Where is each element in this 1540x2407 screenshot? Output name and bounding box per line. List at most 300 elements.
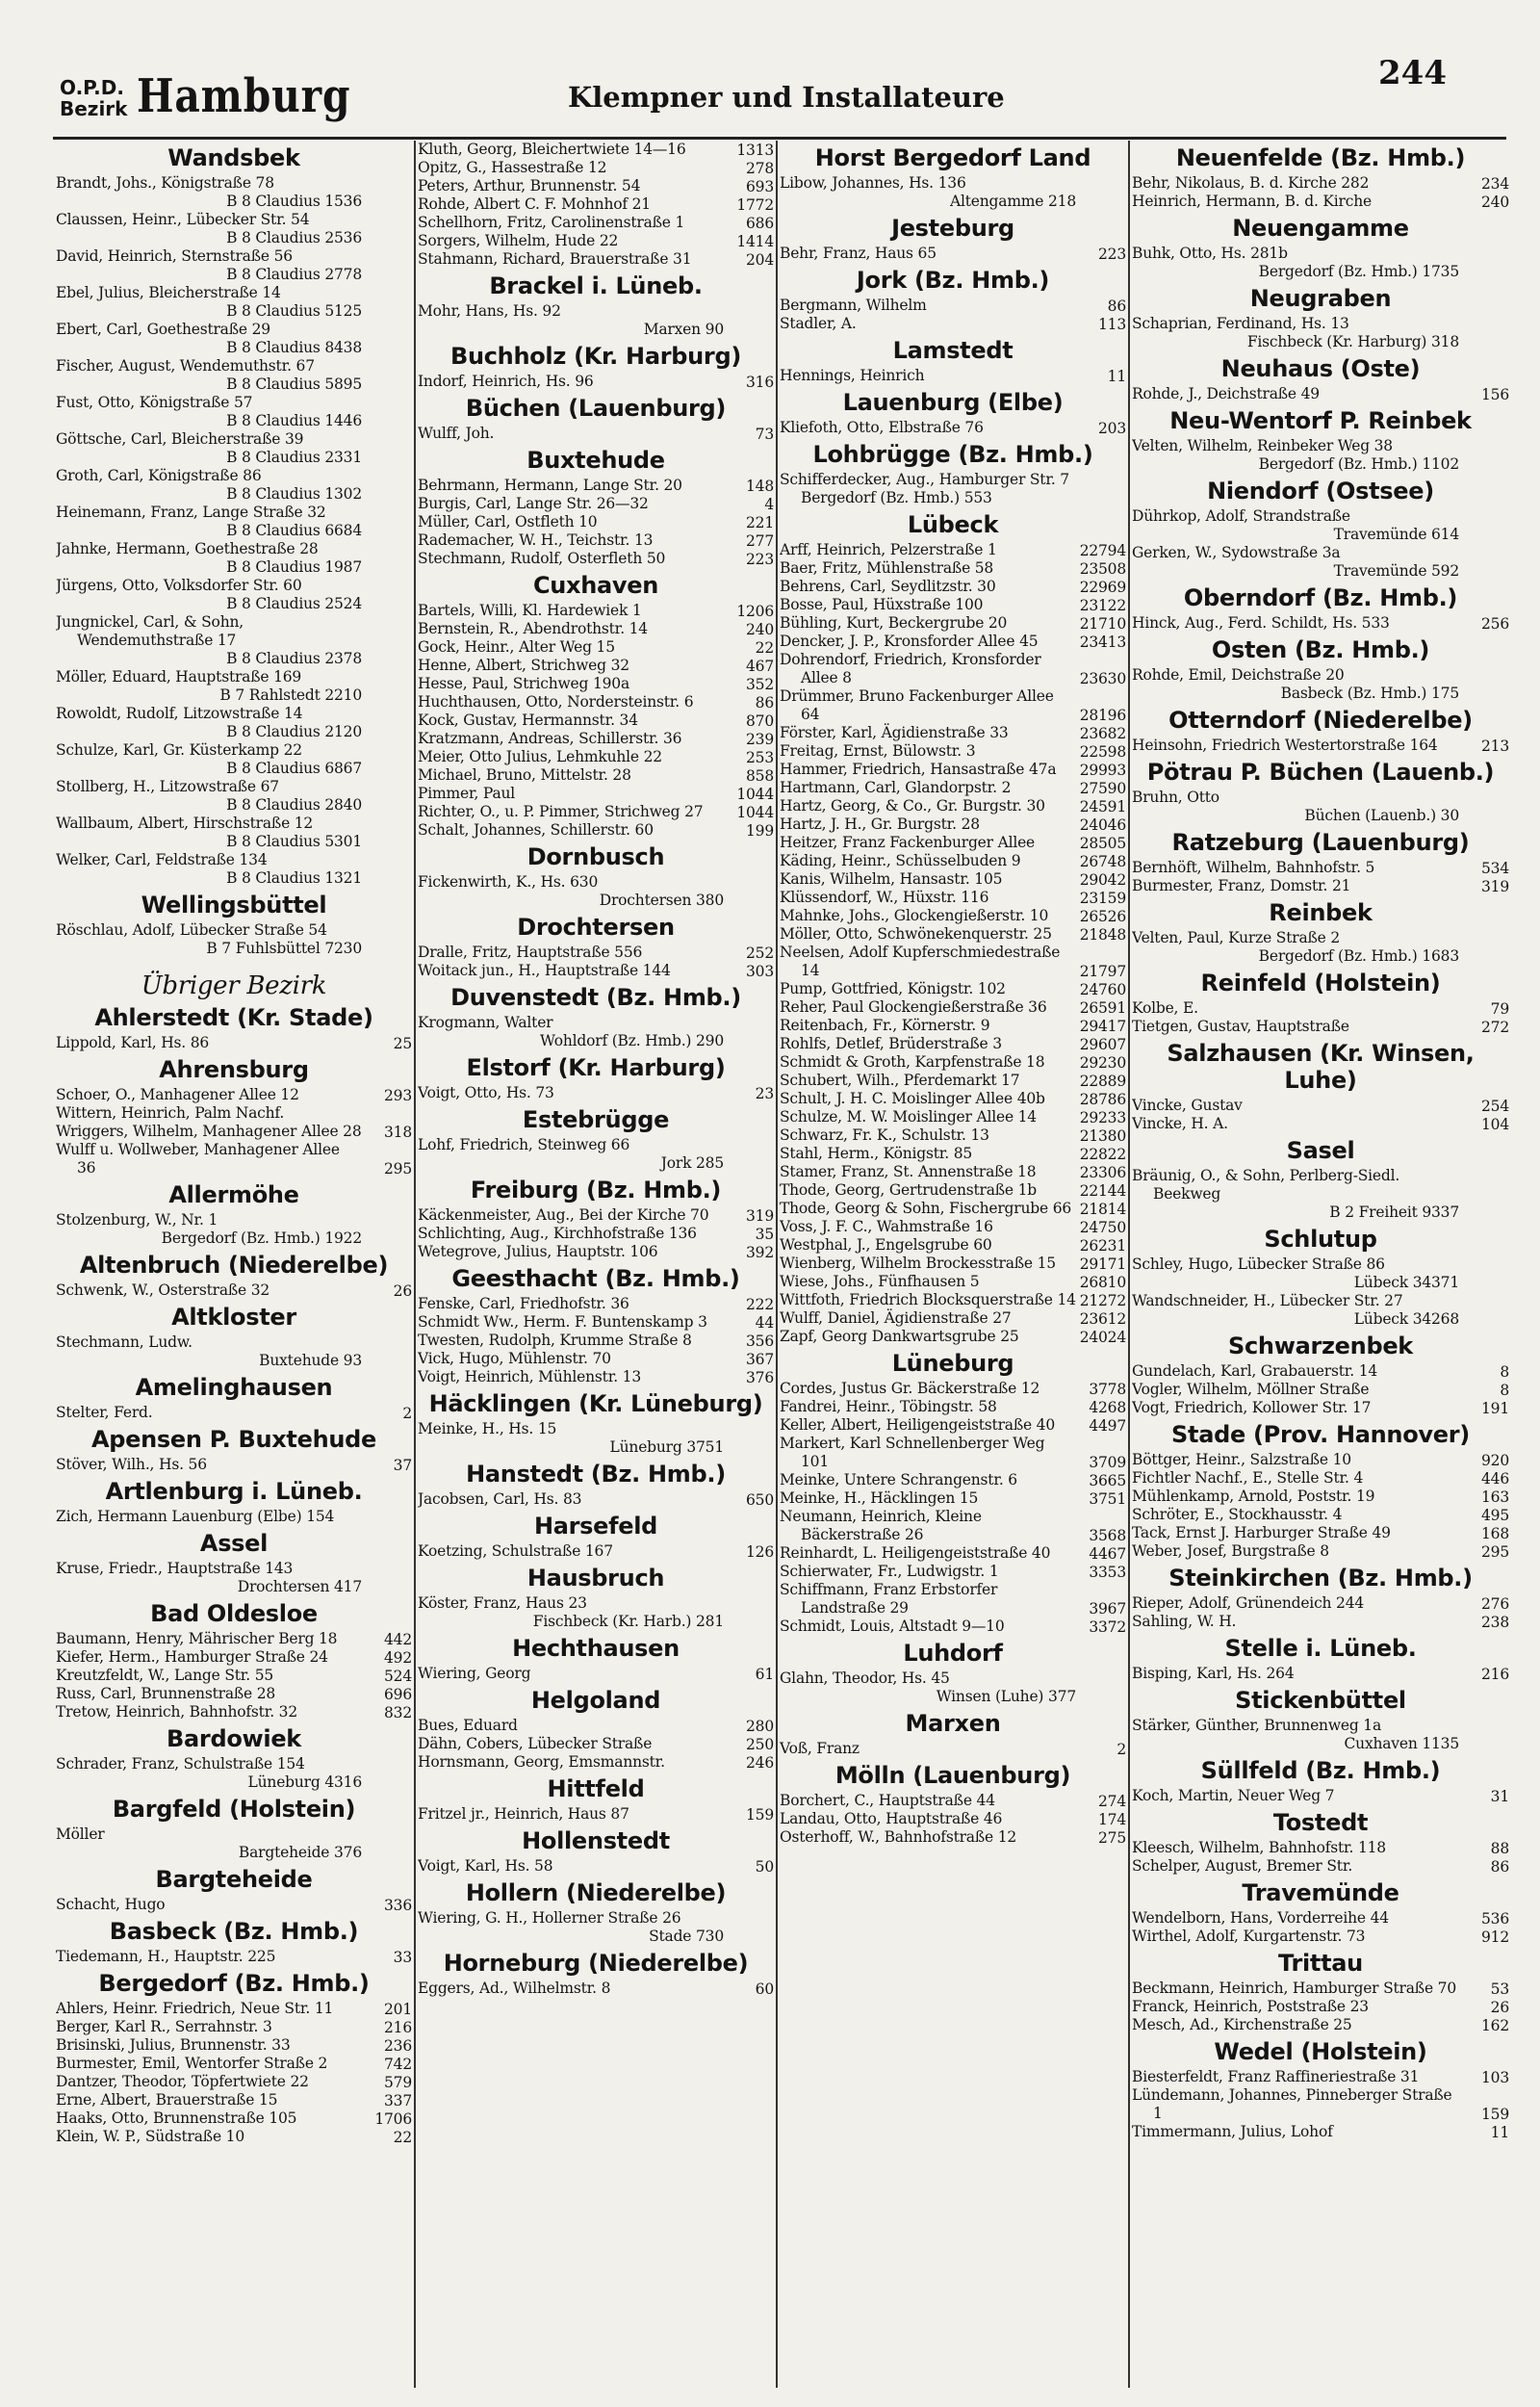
directory-entry bbox=[780, 944, 1126, 980]
entry-text: Dührkop, Adolf, Strandstraße bbox=[1132, 507, 1350, 525]
entry-number: 21848 bbox=[1079, 926, 1126, 944]
entry-phone: Cuxhaven 1135 bbox=[1344, 1735, 1459, 1752]
directory-entry bbox=[780, 724, 1126, 742]
entry-phone: Jork 285 bbox=[660, 1154, 724, 1172]
directory-entry bbox=[1132, 789, 1509, 825]
entry-text: Fichtler Nachf., E., Stelle Str. 4 bbox=[1132, 1469, 1364, 1487]
directory-entry bbox=[1132, 1292, 1509, 1329]
directory-entry bbox=[56, 1211, 412, 1248]
directory-entry bbox=[1132, 1980, 1509, 1998]
entry-text: Kreutzfeldt, W., Lange Str. 55 bbox=[56, 1667, 274, 1684]
entry-number: 21380 bbox=[1079, 1127, 1126, 1145]
entry-text: Tiedemann, H., Hauptstr. 225 bbox=[56, 1948, 276, 1965]
directory-entry bbox=[1132, 666, 1509, 703]
directory-entry bbox=[418, 944, 774, 962]
entry-text: Baumann, Henry, Mährischer Berg 18 bbox=[56, 1630, 338, 1647]
directory-entry bbox=[56, 1948, 412, 1966]
entry-text: Jahnke, Hermann, Goethestraße 28 bbox=[56, 540, 319, 557]
entry-text: Brandt, Johs., Königstraße 78 bbox=[56, 174, 274, 192]
entry-number: 316 bbox=[746, 374, 774, 391]
entry-phone: Lüneburg 3751 bbox=[609, 1438, 724, 1456]
directory-entry bbox=[780, 1163, 1126, 1181]
entry-number: 174 bbox=[1098, 1811, 1126, 1828]
directory-entry bbox=[780, 1792, 1126, 1810]
directory-entry bbox=[56, 1667, 412, 1685]
directory-entry bbox=[418, 638, 774, 657]
entry-text: Stamer, Franz, St. Annenstraße 18 bbox=[780, 1163, 1037, 1180]
entry-number: 26810 bbox=[1079, 1274, 1126, 1291]
entry-text: Velten, Paul, Kurze Straße 2 bbox=[1132, 929, 1341, 946]
entry-number: 832 bbox=[384, 1704, 412, 1721]
entry-text: Wiese, Johs., Fünfhausen 5 bbox=[780, 1273, 980, 1290]
entry-number: 693 bbox=[746, 178, 774, 195]
entry-text: Schley, Hugo, Lübecker Straße 86 bbox=[1132, 1255, 1385, 1273]
directory-entry bbox=[780, 1255, 1126, 1273]
entry-text: Pump, Gottfried, Königstr. 102 bbox=[780, 980, 1006, 997]
place-heading: Bad Oldesloe bbox=[150, 1600, 318, 1627]
entry-number: 168 bbox=[1481, 1525, 1509, 1542]
entry-text: Stolzenburg, W., Nr. 1 bbox=[56, 1211, 218, 1229]
entry-number: 920 bbox=[1481, 1452, 1509, 1469]
entry-number: 742 bbox=[384, 2056, 412, 2073]
entry-phone: B 8 Claudius 2378 bbox=[226, 650, 362, 667]
directory-entry bbox=[780, 651, 1126, 687]
place-heading: Buchholz (Kr. Harburg) bbox=[449, 343, 742, 370]
entry-text: Libow, Johannes, Hs. 136 bbox=[780, 174, 966, 192]
place-heading: Horst Bergedorf Land bbox=[814, 144, 1091, 171]
directory-entry bbox=[418, 477, 774, 495]
entry-text: Wiering, G. H., Hollerner Straße 26 bbox=[418, 1909, 681, 1927]
directory-entry bbox=[418, 214, 774, 232]
place-heading: Artlenburg i. Lüneb. bbox=[105, 1478, 363, 1505]
directory-entry bbox=[56, 921, 412, 958]
entry-text: Behr, Nikolaus, B. d. Kirche 282 bbox=[1132, 174, 1370, 192]
entry-text: Russ, Carl, Brunnenstraße 28 bbox=[56, 1685, 276, 1702]
entry-number: 1414 bbox=[736, 233, 774, 250]
directory-entry bbox=[418, 550, 774, 568]
directory-entry bbox=[780, 1508, 1126, 1544]
entry-number: 3778 bbox=[1089, 1381, 1126, 1398]
directory-entry bbox=[1132, 1506, 1509, 1524]
directory-entry bbox=[1132, 544, 1509, 581]
entry-text: Kolbe, E. bbox=[1132, 999, 1198, 1017]
directory-entry bbox=[418, 1136, 774, 1173]
place-heading: Wedel (Holstein) bbox=[1214, 2038, 1427, 2065]
directory-entry bbox=[418, 250, 774, 269]
entry-number: 295 bbox=[1481, 1543, 1509, 1561]
entry-number: 86 bbox=[755, 694, 774, 712]
directory-entry bbox=[418, 821, 774, 840]
place-heading: Übriger Bezirk bbox=[141, 971, 327, 1000]
place-heading: Salzhausen (Kr. Winsen, Luhe) bbox=[1167, 1040, 1475, 1094]
entry-phone: Marxen 90 bbox=[643, 321, 724, 338]
directory-entry bbox=[56, 1508, 412, 1526]
directory-entry bbox=[1132, 1665, 1509, 1683]
directory-entry bbox=[56, 247, 412, 284]
directory-entry bbox=[1132, 859, 1509, 877]
entry-number: 22 bbox=[393, 2129, 412, 2146]
entry-phone: Bergedorf (Bz. Hmb.) 1735 bbox=[1258, 263, 1459, 280]
entry-text: Rademacher, W. H., Teichstr. 13 bbox=[418, 531, 654, 549]
entry-number: 28786 bbox=[1079, 1091, 1126, 1108]
entry-phone: B 8 Claudius 1987 bbox=[226, 558, 362, 576]
entry-text: Heinsohn, Friedrich Westertorstraße 164 bbox=[1132, 737, 1438, 754]
place-heading: Drochtersen bbox=[517, 914, 675, 941]
entry-text: Rohde, J., Deichstraße 49 bbox=[1132, 385, 1320, 402]
entry-number: 376 bbox=[746, 1369, 774, 1386]
directory-entry bbox=[56, 1630, 412, 1648]
entry-text: Gundelach, Karl, Grabauerstr. 14 bbox=[1132, 1362, 1378, 1380]
entry-text: Meinke, H., Hs. 15 bbox=[418, 1420, 557, 1437]
entry-text: Westphal, J., Engelsgrube 60 bbox=[780, 1236, 992, 1254]
directory-entry bbox=[780, 633, 1126, 651]
directory-entry bbox=[418, 302, 774, 339]
entry-number: 26 bbox=[1490, 1999, 1509, 2016]
entry-number: 213 bbox=[1481, 738, 1509, 755]
place-heading: Neuengamme bbox=[1232, 215, 1409, 242]
directory-entry bbox=[1132, 1469, 1509, 1488]
directory-entry bbox=[780, 1181, 1126, 1200]
directory-entry bbox=[1132, 1115, 1509, 1133]
entry-text: Bernstein, R., Abendrothstr. 14 bbox=[418, 620, 648, 637]
entry-number: 23413 bbox=[1079, 634, 1126, 651]
place-heading: Neuhaus (Oste) bbox=[1220, 355, 1421, 382]
entry-text: Peters, Arthur, Brunnenstr. 54 bbox=[418, 177, 641, 194]
entry-number: 579 bbox=[384, 2074, 412, 2091]
directory-entry bbox=[418, 1295, 774, 1313]
directory-entry bbox=[56, 668, 412, 705]
entry-text: Twesten, Rudolph, Krumme Straße 8 bbox=[418, 1332, 692, 1349]
entry-phone: Altengamme 218 bbox=[950, 193, 1076, 210]
directory-entry bbox=[418, 1980, 774, 1998]
entry-text: Meinke, Untere Schrangenstr. 6 bbox=[780, 1471, 1017, 1488]
entry-text: Ebert, Carl, Goethestraße 29 bbox=[56, 321, 270, 338]
directory-entry bbox=[418, 1313, 774, 1332]
entry-text: Kratzmann, Andreas, Schillerstr. 36 bbox=[418, 730, 682, 747]
entry-text: Bühling, Kurt, Beckergrube 20 bbox=[780, 614, 1008, 632]
directory-entry bbox=[1132, 2086, 1509, 2123]
entry-text: Meinke, H., Häcklingen 15 bbox=[780, 1489, 979, 1507]
directory-entry bbox=[780, 779, 1126, 797]
entry-text: Tietgen, Gustav, Hauptstraße bbox=[1132, 1018, 1349, 1035]
entry-text: Pimmer, Paul bbox=[418, 785, 516, 802]
directory-entry bbox=[780, 541, 1126, 559]
entry-text: Hornsmann, Georg, Emsmannstr. bbox=[418, 1753, 665, 1771]
entry-phone: B 7 Fuhlsbüttel 7230 bbox=[206, 940, 362, 957]
entry-text: Voigt, Heinrich, Mühlenstr. 13 bbox=[418, 1368, 641, 1385]
entry-text: Hartz, J. H., Gr. Burgstr. 28 bbox=[780, 815, 980, 833]
entry-text: Jacobsen, Carl, Hs. 83 bbox=[418, 1490, 582, 1508]
entry-text: Reinhardt, L. Heiligengeiststraße 40 bbox=[780, 1544, 1051, 1562]
directory-entry bbox=[780, 998, 1126, 1017]
entry-text: Schierwater, Fr., Ludwigstr. 1 bbox=[780, 1563, 999, 1580]
directory-entry bbox=[56, 321, 412, 357]
entry-text: Krogmann, Walter bbox=[418, 1014, 553, 1031]
entry-number: 21797 bbox=[1079, 963, 1126, 980]
entry-number: 367 bbox=[746, 1351, 774, 1368]
directory-entry bbox=[780, 687, 1126, 724]
entry-text: Haaks, Otto, Brunnenstraße 105 bbox=[56, 2109, 297, 2127]
entry-number: 1044 bbox=[736, 804, 774, 821]
entry-number: 318 bbox=[384, 1124, 412, 1141]
entry-text: Gock, Heinr., Alter Weg 15 bbox=[418, 638, 615, 656]
entry-text: Tretow, Heinrich, Bahnhofstr. 32 bbox=[56, 1703, 297, 1721]
entry-text: Dohrendorf, Friedrich, Kronsforder Allee 8 bbox=[780, 651, 1041, 686]
entry-text: Wirthel, Adolf, Kurgartenstr. 73 bbox=[1132, 1928, 1366, 1945]
entry-number: 104 bbox=[1481, 1116, 1509, 1133]
column-2 bbox=[418, 141, 774, 2388]
entry-text: Schrader, Franz, Schulstraße 154 bbox=[56, 1755, 305, 1773]
entry-phone: Basbeck (Bz. Hmb.) 175 bbox=[1280, 685, 1459, 702]
entry-number: 3967 bbox=[1089, 1600, 1126, 1618]
entry-number: 204 bbox=[746, 251, 774, 269]
directory-entry bbox=[56, 2128, 412, 2146]
entry-text: Thode, Georg & Sohn, Fischergrube 66 bbox=[780, 1200, 1072, 1217]
entry-text: Woitack jun., H., Hauptstraße 144 bbox=[418, 962, 671, 979]
directory-entry bbox=[780, 367, 1126, 385]
entry-phone: Bergedorf (Bz. Hmb.) 1102 bbox=[1258, 455, 1459, 473]
entry-number: 222 bbox=[746, 1296, 774, 1313]
entry-number: 29233 bbox=[1079, 1109, 1126, 1126]
entry-text: Opitz, G., Hassestraße 12 bbox=[418, 159, 607, 176]
directory-entry bbox=[780, 1053, 1126, 1072]
entry-number: 191 bbox=[1481, 1400, 1509, 1417]
directory-entry bbox=[1132, 1928, 1509, 1946]
directory-entry bbox=[780, 1017, 1126, 1035]
entry-text: Sahling, W. H. bbox=[1132, 1613, 1237, 1630]
entry-number: 22144 bbox=[1079, 1182, 1126, 1200]
directory-entry bbox=[780, 1145, 1126, 1163]
directory-entry bbox=[418, 1717, 774, 1735]
entry-text: Stollberg, H., Litzowstraße 67 bbox=[56, 778, 279, 795]
entry-phone: Stade 730 bbox=[649, 1928, 724, 1945]
entry-text: Voigt, Karl, Hs. 58 bbox=[418, 1857, 553, 1875]
entry-phone: Bergedorf (Bz. Hmb.) 1683 bbox=[1258, 947, 1459, 965]
entry-text: Rowoldt, Rudolf, Litzowstraße 14 bbox=[56, 705, 303, 722]
entry-text: Bisping, Karl, Hs. 264 bbox=[1132, 1665, 1295, 1682]
place-heading: Stickenbüttel bbox=[1235, 1687, 1406, 1714]
entry-number: 336 bbox=[384, 1897, 412, 1914]
place-heading: Hechthausen bbox=[512, 1635, 680, 1662]
entry-text: Wiering, Georg bbox=[418, 1665, 531, 1682]
place-heading: Neugraben bbox=[1249, 285, 1392, 312]
place-heading: Lüneburg bbox=[891, 1350, 1014, 1377]
place-heading: Hittfeld bbox=[547, 1775, 645, 1802]
entry-number: 22794 bbox=[1079, 542, 1126, 559]
directory-entry bbox=[56, 741, 412, 778]
place-heading: Neu-Wentorf P. Reinbek bbox=[1169, 407, 1472, 434]
entry-text: Klüssendorf, W., Hüxstr. 116 bbox=[780, 889, 989, 906]
directory-entry bbox=[418, 531, 774, 550]
directory-entry bbox=[780, 980, 1126, 998]
directory-entry bbox=[780, 174, 1126, 211]
place-heading: Otterndorf (Niederelbe) bbox=[1168, 707, 1473, 734]
entry-text: Weber, Josef, Burgstraße 8 bbox=[1132, 1542, 1329, 1560]
directory-entry bbox=[418, 1368, 774, 1386]
directory-entry bbox=[56, 1034, 412, 1052]
entry-number: 24024 bbox=[1079, 1329, 1126, 1346]
entry-number: 536 bbox=[1481, 1910, 1509, 1928]
directory-entry bbox=[418, 232, 774, 250]
entry-number: 858 bbox=[746, 767, 774, 785]
directory-entry bbox=[56, 1703, 412, 1721]
entry-number: 696 bbox=[384, 1686, 412, 1703]
entry-text: Fust, Otto, Königstraße 57 bbox=[56, 394, 253, 411]
entry-text: Käckenmeister, Aug., Bei der Kirche 70 bbox=[418, 1206, 709, 1224]
entry-number: 303 bbox=[746, 963, 774, 980]
place-heading: Apensen P. Buxtehude bbox=[90, 1426, 377, 1453]
entry-text: Möller, Otto, Schwönekenquerstr. 25 bbox=[780, 925, 1052, 943]
place-heading: Jesteburg bbox=[891, 215, 1014, 242]
entry-text: Indorf, Heinrich, Hs. 96 bbox=[418, 373, 594, 390]
place-heading: Schlutup bbox=[1264, 1226, 1377, 1253]
entry-text: Bruhn, Otto bbox=[1132, 789, 1219, 806]
entry-phone: Bergedorf (Bz. Hmb.) 1922 bbox=[161, 1229, 362, 1247]
entry-number: 37 bbox=[393, 1457, 412, 1474]
entry-text: Ahlers, Heinr. Friedrich, Neue Str. 11 bbox=[56, 2000, 334, 2017]
directory-entry bbox=[418, 693, 774, 712]
entry-text: Markert, Karl Schnellenberger Weg 101 bbox=[780, 1435, 1045, 1470]
entry-text: Stöver, Wilh., Hs. 56 bbox=[56, 1456, 207, 1473]
directory-entry bbox=[780, 1035, 1126, 1053]
entry-text: Stelter, Ferd. bbox=[56, 1404, 153, 1421]
entry-text: Keller, Albert, Heiligengeiststraße 40 bbox=[780, 1416, 1056, 1434]
entry-text: Meier, Otto Julius, Lehmkuhle 22 bbox=[418, 748, 662, 765]
entry-number: 60 bbox=[755, 1980, 774, 1998]
directory-entry bbox=[56, 1755, 412, 1792]
directory-entry bbox=[780, 419, 1126, 437]
entry-text: Burmester, Emil, Wentorfer Straße 2 bbox=[56, 2055, 328, 2072]
entry-phone: B 8 Claudius 5301 bbox=[226, 833, 362, 850]
entry-number: 1044 bbox=[736, 786, 774, 803]
entry-phone: B 8 Claudius 2536 bbox=[226, 229, 362, 246]
place-heading: Lauenburg (Elbe) bbox=[842, 389, 1064, 416]
entry-number: 28505 bbox=[1079, 835, 1126, 852]
place-heading: Ahlerstedt (Kr. Stade) bbox=[94, 1004, 373, 1031]
entry-text: Dähn, Cobers, Lübecker Straße bbox=[418, 1735, 653, 1752]
entry-number: 29607 bbox=[1079, 1036, 1126, 1053]
directory-entry bbox=[418, 602, 774, 620]
entry-number: 278 bbox=[746, 160, 774, 177]
entry-text: Wittfoth, Friedrich Blocksquerstraße 14 bbox=[780, 1291, 1076, 1308]
entry-phone: B 8 Claudius 2840 bbox=[226, 796, 362, 814]
directory-entry bbox=[418, 785, 774, 803]
directory-entry bbox=[780, 1090, 1126, 1108]
entry-text: Hartz, Georg, & Co., Gr. Burgstr. 30 bbox=[780, 797, 1045, 815]
entry-number: 23 bbox=[755, 1085, 774, 1102]
entry-text: Wienberg, Wilhelm Brockesstraße 15 bbox=[780, 1255, 1056, 1272]
entry-number: 246 bbox=[746, 1754, 774, 1772]
directory-entry bbox=[418, 1753, 774, 1772]
entry-phone: Winsen (Luhe) 377 bbox=[936, 1688, 1076, 1705]
entry-number: 29993 bbox=[1079, 762, 1126, 779]
entry-text: Reher, Paul Glockengießerstraße 36 bbox=[780, 998, 1047, 1016]
directory-entry bbox=[1132, 174, 1509, 193]
directory-entry bbox=[1132, 315, 1509, 351]
entry-number: 11 bbox=[1107, 368, 1126, 385]
entry-number: 4467 bbox=[1089, 1545, 1126, 1563]
directory-entry bbox=[56, 357, 412, 394]
opd-abbrev: O.P.D. bbox=[60, 76, 124, 99]
entry-text: Glahn, Theodor, Hs. 45 bbox=[780, 1669, 950, 1687]
directory-entry bbox=[56, 2091, 412, 2109]
directory-entry bbox=[56, 2073, 412, 2091]
entry-text: Drümmer, Bruno Fackenburger Allee 64 bbox=[780, 687, 1054, 723]
directory-entry bbox=[418, 177, 774, 195]
column-3 bbox=[780, 141, 1126, 2388]
entry-phone: Travemünde 614 bbox=[1333, 526, 1459, 543]
directory-entry bbox=[780, 559, 1126, 578]
directory-entry bbox=[1132, 193, 1509, 211]
directory-entry bbox=[780, 1273, 1126, 1291]
entry-number: 223 bbox=[746, 551, 774, 568]
directory-entry bbox=[418, 1594, 774, 1631]
entry-number: 86 bbox=[1490, 1858, 1509, 1876]
entry-number: 392 bbox=[746, 1244, 774, 1261]
place-heading: Ratzeburg (Lauenburg) bbox=[1171, 829, 1470, 856]
place-heading: Tostedt bbox=[1272, 1809, 1369, 1836]
place-heading: Osten (Bz. Hmb.) bbox=[1211, 636, 1430, 663]
entry-number: 50 bbox=[755, 1858, 774, 1876]
entry-number: 113 bbox=[1098, 316, 1126, 333]
directory-entry bbox=[56, 211, 412, 247]
entry-text: Burgis, Carl, Lange Str. 26—32 bbox=[418, 495, 649, 512]
entry-number: 4497 bbox=[1089, 1417, 1126, 1435]
entry-number: 319 bbox=[746, 1207, 774, 1225]
directory-entry bbox=[1132, 1488, 1509, 1506]
directory-entry bbox=[1132, 1857, 1509, 1876]
directory-entry bbox=[418, 1084, 774, 1102]
directory-entry bbox=[418, 730, 774, 748]
entry-text: Beckmann, Heinrich, Hamburger Straße 70 bbox=[1132, 1980, 1456, 1997]
entry-number: 23612 bbox=[1079, 1310, 1126, 1328]
entry-text: David, Heinrich, Sternstraße 56 bbox=[56, 247, 293, 265]
place-heading: Bargfeld (Holstein) bbox=[112, 1796, 356, 1823]
entry-text: Voss, J. F. C., Wahmstraße 16 bbox=[780, 1218, 993, 1235]
place-heading: Hanstedt (Bz. Hmb.) bbox=[466, 1461, 726, 1488]
entry-text: Fritzel jr., Heinrich, Haus 87 bbox=[418, 1805, 629, 1823]
place-heading: Trittau bbox=[1278, 1950, 1363, 1977]
directory-entry bbox=[418, 1420, 774, 1457]
directory-entry bbox=[780, 578, 1126, 596]
directory-entry bbox=[56, 1086, 412, 1104]
entry-number: 337 bbox=[384, 2092, 412, 2109]
directory-entry bbox=[1132, 929, 1509, 966]
entry-number: 44 bbox=[755, 1314, 774, 1332]
entry-number: 686 bbox=[746, 215, 774, 232]
entry-text: Koch, Martin, Neuer Weg 7 bbox=[1132, 1787, 1335, 1804]
entry-phone: Lübeck 34268 bbox=[1353, 1310, 1459, 1328]
entry-text: Borchert, C., Hauptstraße 44 bbox=[780, 1792, 995, 1809]
section-title: Klempner und Installateure bbox=[568, 81, 1005, 114]
directory-entry bbox=[1132, 2123, 1509, 2141]
entry-text: Wulff, Daniel, Ägidienstraße 27 bbox=[780, 1309, 1012, 1327]
directory-entry bbox=[418, 657, 774, 675]
directory-entry bbox=[56, 504, 412, 540]
directory-entry bbox=[1132, 437, 1509, 474]
directory-entry bbox=[1132, 1381, 1509, 1399]
entry-number: 24046 bbox=[1079, 816, 1126, 834]
entry-text: Vick, Hugo, Mühlenstr. 70 bbox=[418, 1350, 611, 1367]
entry-text: Gerken, W., Sydowstraße 3a bbox=[1132, 544, 1341, 561]
entry-number: 26591 bbox=[1079, 999, 1126, 1017]
place-heading: Bergedorf (Bz. Hmb.) bbox=[98, 1970, 370, 1997]
entry-number: 240 bbox=[1481, 194, 1509, 211]
entry-number: 223 bbox=[1098, 246, 1126, 263]
directory-entry bbox=[780, 925, 1126, 944]
place-heading: Lübeck bbox=[907, 511, 999, 538]
entry-text: Neumann, Heinrich, Kleine Bäckerstraße 26 bbox=[780, 1508, 982, 1543]
